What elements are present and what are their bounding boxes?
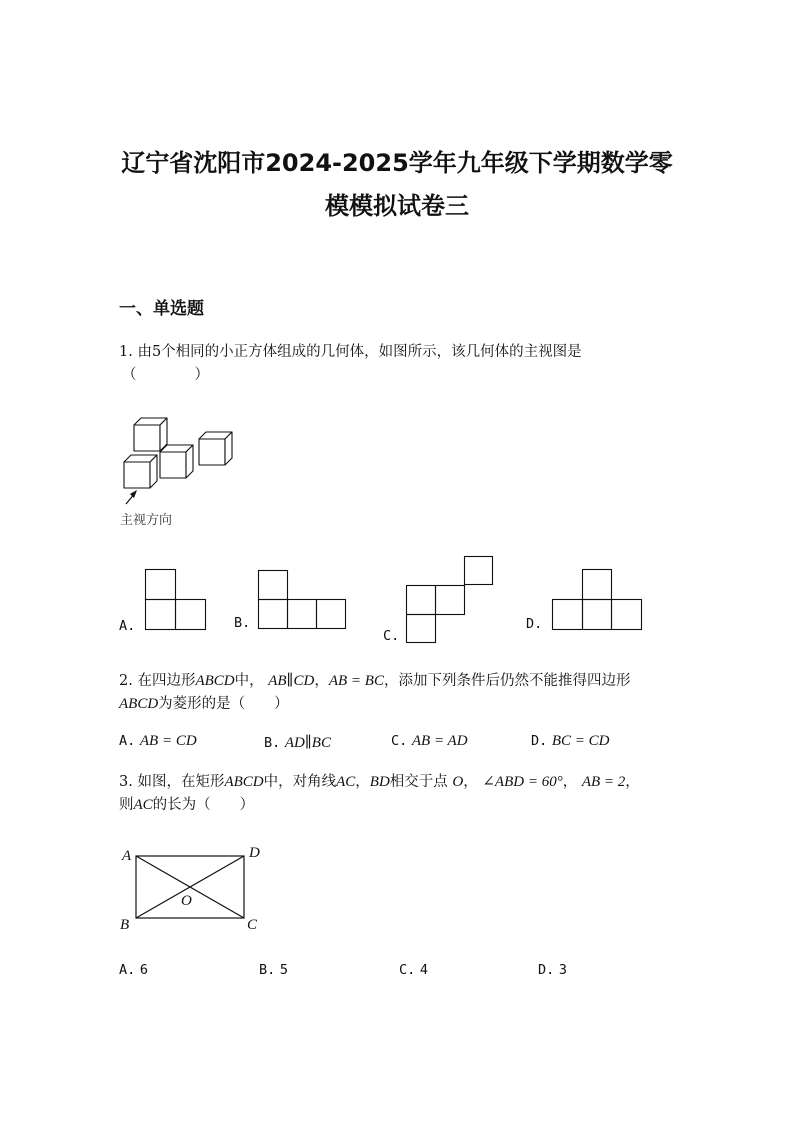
q1-option-a[interactable] bbox=[119, 618, 135, 634]
q3-stem-line2: 则AC的长为（ ） bbox=[119, 797, 255, 813]
q3-stem-line1: 3. 如图，在矩形ABCD中，对角线AC，BD相交于点 O， ∠ABD = 60°， AB = 2， bbox=[119, 774, 640, 790]
q2-option-d[interactable]: D. BC = CD bbox=[531, 733, 610, 749]
q3-label-d: D bbox=[249, 845, 260, 861]
q1-option-a-label: A. bbox=[119, 618, 136, 634]
q1-view-direction-caption: 主视方向 bbox=[120, 513, 173, 528]
q2-option-b[interactable]: B. AD∥BC bbox=[264, 735, 331, 751]
q3-option-c[interactable]: C. 4 bbox=[399, 962, 429, 978]
q2-stem-line2: ABCD为菱形的是（ ） bbox=[119, 696, 289, 712]
page-title-line1: 辽宁省沈阳市2024-2025学年九年级下学期数学零 bbox=[121, 149, 673, 177]
q1-option-d[interactable] bbox=[526, 616, 542, 632]
q3-rectangle-figure bbox=[118, 842, 278, 937]
q1-option-b-label: B. bbox=[234, 615, 251, 631]
q1-cube-figure bbox=[118, 408, 243, 503]
q3-label-c: C bbox=[247, 917, 258, 933]
q3-option-d[interactable]: D. 3 bbox=[538, 962, 568, 978]
q1-option-c-label: C. bbox=[383, 628, 400, 644]
q3-option-b[interactable]: B. 5 bbox=[259, 962, 289, 978]
q1-option-c[interactable] bbox=[383, 628, 399, 644]
q2-stem-line1: 2. 在四边形ABCD中， AB∥CD，AB = BC，添加下列条件后仍然不能推得四边形 bbox=[119, 673, 631, 689]
q2-option-a[interactable]: A. AB = CD bbox=[119, 733, 197, 749]
q3-option-a[interactable]: A. 6 bbox=[119, 962, 149, 978]
q1-option-c-figure bbox=[406, 556, 496, 644]
q2-option-c[interactable]: C. AB = AD bbox=[391, 733, 468, 749]
page-title-line2: 模模拟试卷三 bbox=[325, 192, 469, 220]
q3-label-a: A bbox=[122, 848, 132, 864]
q3-label-b: B bbox=[120, 917, 130, 933]
q1-option-a-figure bbox=[145, 569, 207, 631]
q1-option-d-figure bbox=[552, 569, 644, 631]
q1-option-b-figure bbox=[258, 570, 348, 630]
section-heading: 一、单选题 bbox=[119, 299, 204, 319]
q1-option-b[interactable] bbox=[234, 615, 250, 631]
q1-option-d-label: D. bbox=[526, 616, 543, 632]
q3-label-o: O bbox=[181, 893, 192, 909]
q1-stem-line2: （ ） bbox=[122, 367, 209, 383]
q1-stem-line1: 1. 由5个相同的小正方体组成的几何体，如图所示，该几何体的主视图是 bbox=[119, 344, 582, 360]
